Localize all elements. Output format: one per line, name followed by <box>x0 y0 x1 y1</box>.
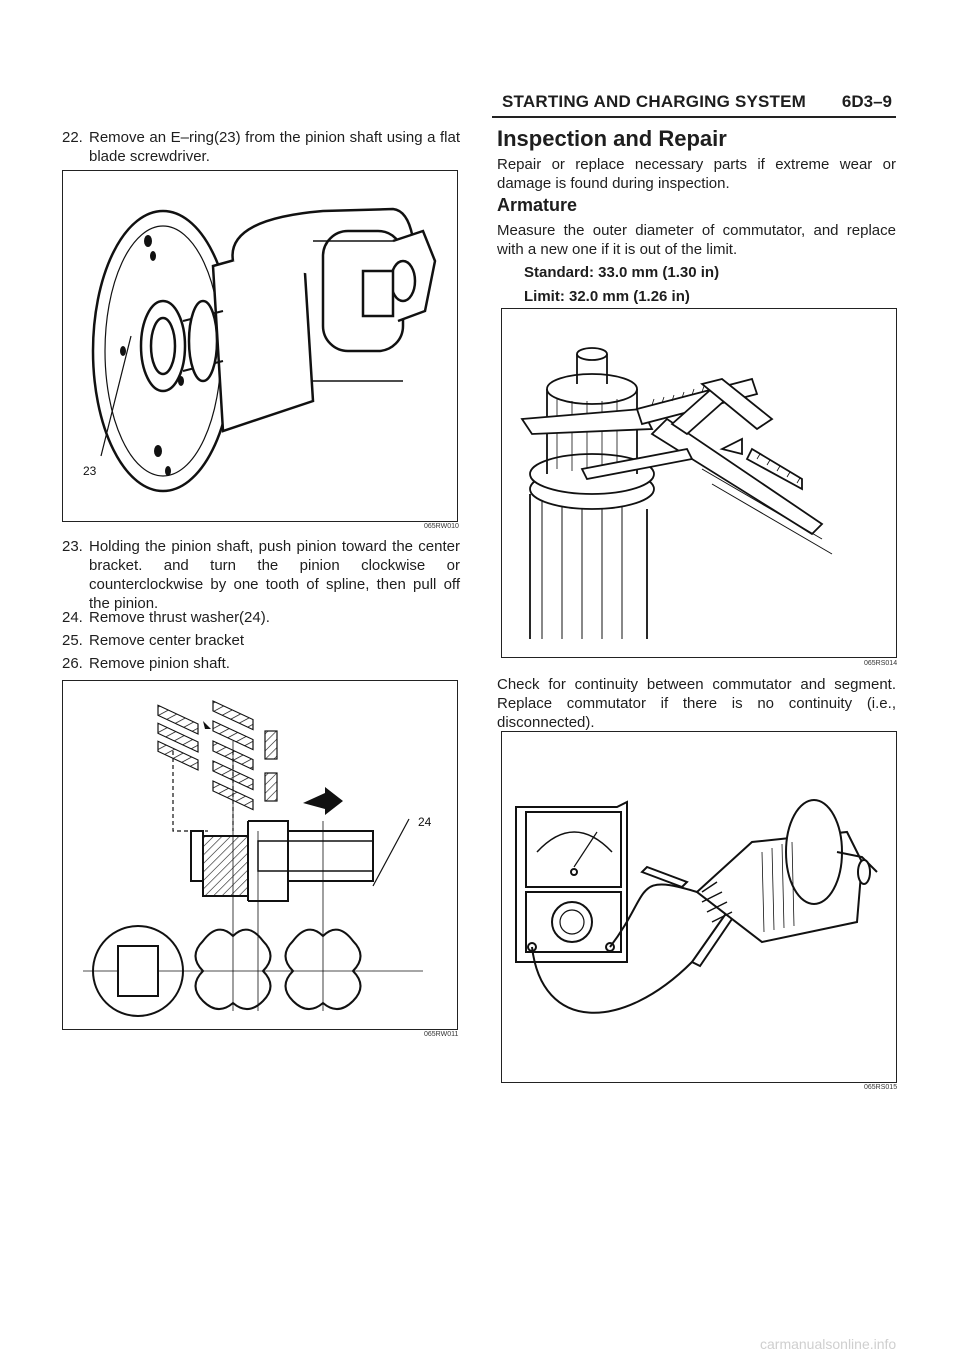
figure-pinion-section <box>62 680 458 1030</box>
step-23 <box>62 537 460 615</box>
step-25 <box>62 631 460 651</box>
figure-code: 065RW011 <box>424 1031 459 1038</box>
measure-paragraph: Measure the outer diameter of commutator, and replace with a new one if it is out of the limit. <box>497 222 896 258</box>
step-number: 23. <box>62 538 83 555</box>
limit-value: Limit: 32.0 mm (1.26 in) <box>524 288 690 305</box>
figure-commutator-measurement <box>501 308 897 658</box>
figure-continuity-test <box>501 731 897 1083</box>
step-22 <box>62 128 460 168</box>
figure-code: 065RS015 <box>864 1084 898 1091</box>
heading-armature: Armature <box>497 195 578 215</box>
step-text: Holding the pinion shaft, push pinion toward the center bracket. and turn the pinion clockwise or counterclockwise by one tooth of spline, then pull off the pinion. <box>89 538 460 612</box>
step-number: 26. <box>62 655 83 672</box>
figure-ering-removal <box>62 170 458 522</box>
step-24 <box>62 608 460 628</box>
pinion-section-illustration <box>63 681 457 1029</box>
page-number: 6D3–9 <box>841 92 892 111</box>
pinion-shaft-illustration <box>63 171 457 521</box>
continuity-tester-illustration <box>502 732 896 1082</box>
callout-24: 24 <box>418 815 432 829</box>
site-watermark: carmanualsonline.info <box>760 1336 897 1352</box>
caliper-illustration <box>502 309 896 657</box>
callout-23: 23 <box>83 464 97 478</box>
page-header <box>492 88 896 118</box>
step-text: Remove pinion shaft. <box>89 655 230 672</box>
step-text: Remove center bracket <box>89 632 245 649</box>
step-26 <box>62 654 460 674</box>
step-text: Remove thrust washer(24). <box>89 609 270 626</box>
step-text: Remove an E–ring(23) from the pinion shaft using a flat blade screwdriver. <box>89 129 460 165</box>
figure-code: 065RS014 <box>864 660 898 667</box>
heading-inspection-repair: Inspection and Repair <box>497 126 727 151</box>
standard-value: Standard: 33.0 mm (1.30 in) <box>524 264 720 281</box>
step-number: 24. <box>62 609 83 626</box>
intro-paragraph: Repair or replace necessary parts if extreme wear or damage is found during inspection. <box>497 156 896 192</box>
continuity-paragraph: Check for continuity between commutator and segment. Replace commutator if there is no continuity (i.e., disconnected). <box>497 676 896 731</box>
step-number: 22. <box>62 129 83 146</box>
section-title: STARTING AND CHARGING SYSTEM <box>502 92 807 111</box>
figure-code: 065RW010 <box>424 523 459 530</box>
step-number: 25. <box>62 632 83 649</box>
